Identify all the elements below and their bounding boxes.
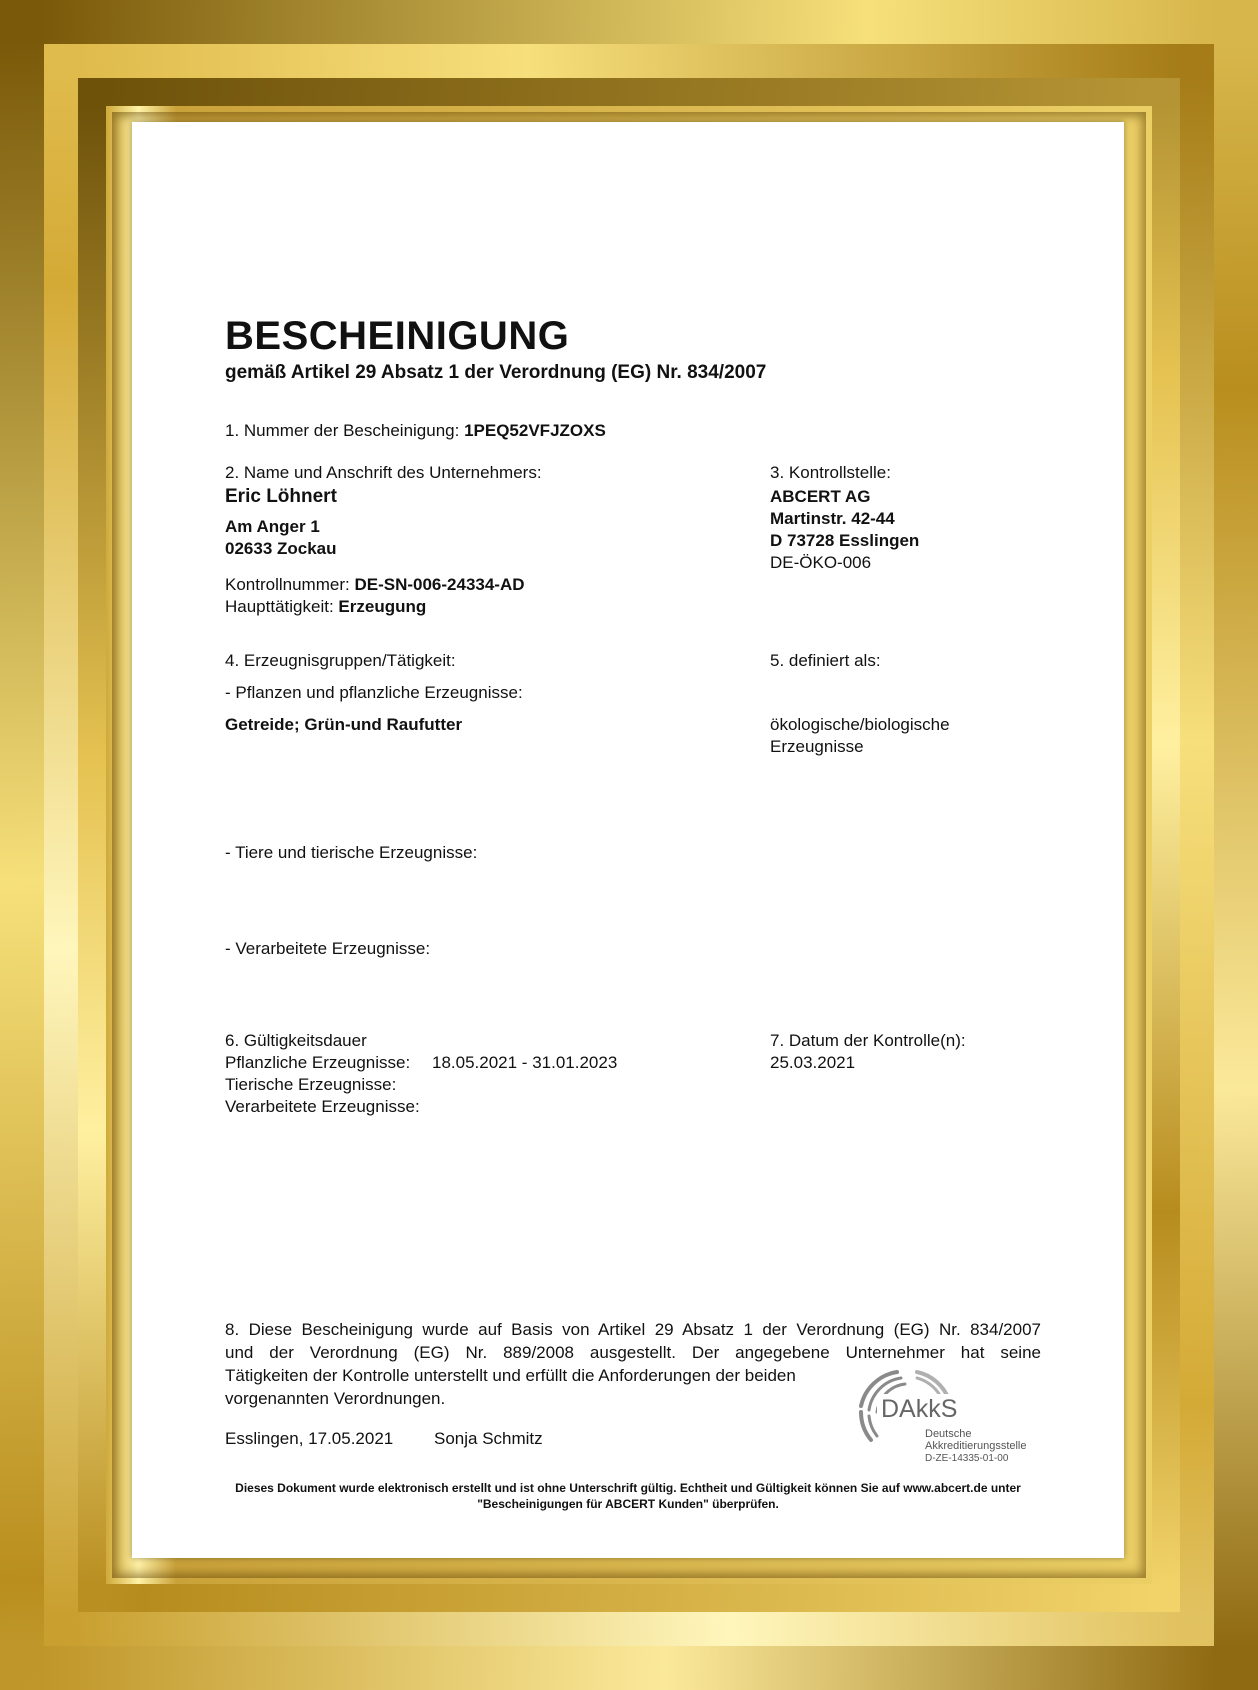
legal-statement-line3: Tätigkeiten der Kontrolle unterstellt und erfüllt die Anforderungen der beiden [225, 1366, 796, 1385]
main-activity-value: Erzeugung [338, 597, 427, 616]
validity-plants-label: Pflanzliche Erzeugnisse: [225, 1053, 411, 1072]
control-body-code: DE-ÖKO-006 [770, 553, 872, 572]
dakks-logo-line3: D-ZE-14335-01-00 [925, 1453, 1009, 1464]
main-activity-row [225, 596, 426, 618]
plants-label: - Pflanzen und pflanzliche Erzeugnisse: [225, 683, 523, 702]
validity-processed-label: Verarbeitete Erzeugnisse: [225, 1097, 420, 1116]
inspection-date-value: 25.03.2021 [770, 1053, 856, 1072]
defined-as-value-line2: Erzeugnisse [770, 737, 864, 756]
control-body-city: D 73728 Esslingen [770, 531, 920, 550]
validity-animals-label: Tierische Erzeugnisse: [225, 1075, 397, 1094]
certificate-title: BESCHEINIGUNG [225, 314, 570, 358]
control-body-label: 3. Kontrollstelle: [770, 463, 891, 482]
main-activity-label: Haupttätigkeit: [225, 597, 334, 616]
legal-statement-line4: vorgenannten Verordnungen. [225, 1389, 446, 1408]
validity-label: 6. Gültigkeitsdauer [225, 1031, 367, 1050]
legal-statement-line2: und der Verordnung (EG) Nr. 889/2008 ausgestellt. Der angegebene Unternehmer hat seine [225, 1343, 1041, 1362]
dakks-logo [857, 1366, 1047, 1466]
inspection-date-label: 7. Datum der Kontrolle(n): [770, 1031, 966, 1050]
control-number-value: DE-SN-006-24334-AD [354, 575, 525, 594]
operator-street: Am Anger 1 [225, 517, 320, 536]
control-number-row [225, 574, 525, 596]
operator-section-label: 2. Name und Anschrift des Unternehmers: [225, 463, 542, 482]
operator-name: Eric Löhnert [225, 486, 337, 507]
plants-value: Getreide; Grün-und Raufutter [225, 715, 463, 734]
footer-note [192, 1480, 1064, 1512]
signature-place-date: Esslingen, 17.05.2021 [225, 1429, 394, 1448]
footer-line1: Dieses Dokument wurde elektronisch erstellt und ist ohne Unterschrift gültig. Echtheit und Gültigkeit können Sie auf www.abcert.de unter [235, 1481, 1021, 1495]
control-number-label: Kontrollnummer: [225, 575, 350, 594]
control-body-street: Martinstr. 42-44 [770, 509, 895, 528]
operator-city: 02633 Zockau [225, 539, 337, 558]
certificate-paper [132, 122, 1124, 1558]
processed-label: - Verarbeitete Erzeugnisse: [225, 939, 431, 958]
control-body-name: ABCERT AG [770, 487, 871, 506]
validity-plants-value: 18.05.2021 - 31.01.2023 [432, 1053, 618, 1072]
defined-as-label: 5. definiert als: [770, 651, 881, 670]
footer-line2: "Bescheinigungen für ABCERT Kunden" überprüfen. [477, 1497, 779, 1511]
dakks-logo-line2: Akkreditierungsstelle [925, 1440, 1027, 1452]
certificate-number-label: 1. Nummer der Bescheinigung: [225, 421, 460, 440]
certificate-subtitle: gemäß Artikel 29 Absatz 1 der Verordnung (EG) Nr. 834/2007 [225, 362, 767, 383]
legal-statement-line1: 8. Diese Bescheinigung wurde auf Basis von Artikel 29 Absatz 1 der Verordnung (EG) Nr. 834/2007 [225, 1320, 1041, 1339]
dakks-logo-line1: Deutsche [925, 1428, 972, 1440]
dakks-logo-name: DAkkS [881, 1395, 958, 1423]
dakks-logo-graphic [857, 1366, 1047, 1466]
defined-as-value-line1: ökologische/biologische [770, 715, 950, 734]
certificate-number-value: 1PEQ52VFJZOXS [464, 421, 606, 440]
signature-signer: Sonja Schmitz [434, 1429, 543, 1448]
certificate-number-row [225, 420, 606, 442]
animals-label: - Tiere und tierische Erzeugnisse: [225, 843, 478, 862]
product-groups-label: 4. Erzeugnisgruppen/Tätigkeit: [225, 651, 456, 670]
